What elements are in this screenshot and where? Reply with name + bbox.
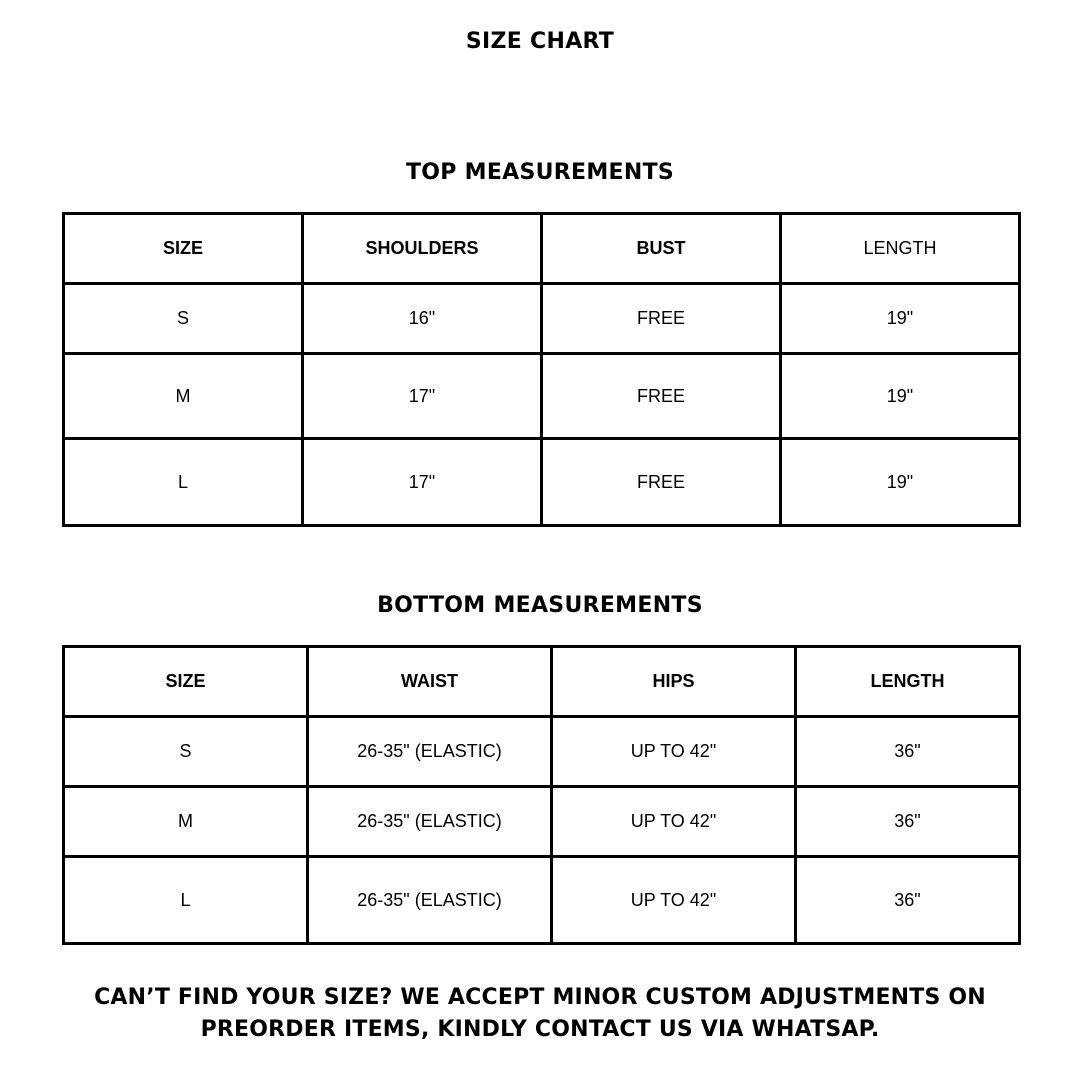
column-header-size: SIZE <box>64 214 303 284</box>
top-measurements-table <box>62 212 1021 527</box>
table-row <box>64 717 1020 787</box>
table-cell: S <box>64 284 303 354</box>
table-cell: L <box>64 857 308 944</box>
footer-note-line-2: PREORDER ITEMS, KINDLY CONTACT US VIA WHATSAP. <box>200 1017 880 1042</box>
table-cell: UP TO 42" <box>552 717 796 787</box>
table-header-row <box>64 214 1020 284</box>
table-cell: 36" <box>796 717 1020 787</box>
page-title: SIZE CHART <box>465 29 615 54</box>
table-header-row <box>64 647 1020 717</box>
column-header-size: SIZE <box>64 647 308 717</box>
table-cell: 26-35" (ELASTIC) <box>308 787 552 857</box>
table-cell: FREE <box>542 284 781 354</box>
bottom-measurements-table <box>62 645 1021 945</box>
table-row <box>64 857 1020 944</box>
table-cell: M <box>64 354 303 439</box>
table-cell: M <box>64 787 308 857</box>
table-cell: 36" <box>796 857 1020 944</box>
column-header-length: LENGTH <box>781 214 1020 284</box>
table-cell: 19" <box>781 354 1020 439</box>
column-header-length: LENGTH <box>796 647 1020 717</box>
table-row <box>64 354 1020 439</box>
column-header-hips: HIPS <box>552 647 796 717</box>
table-cell: FREE <box>542 439 781 526</box>
column-header-shoulders: SHOULDERS <box>303 214 542 284</box>
table-cell: 19" <box>781 439 1020 526</box>
table-cell: S <box>64 717 308 787</box>
bottom-measurements-title: BOTTOM MEASUREMENTS <box>377 593 703 618</box>
column-header-bust: BUST <box>542 214 781 284</box>
table-cell: FREE <box>542 354 781 439</box>
table-cell: 26-35" (ELASTIC) <box>308 857 552 944</box>
table-cell: 17" <box>303 354 542 439</box>
table-cell: 26-35" (ELASTIC) <box>308 717 552 787</box>
table-row <box>64 439 1020 526</box>
table-cell: 17" <box>303 439 542 526</box>
table-cell: 36" <box>796 787 1020 857</box>
top-measurements-title: TOP MEASUREMENTS <box>405 160 675 185</box>
table-cell: 19" <box>781 284 1020 354</box>
footer-note-line-1: CAN’T FIND YOUR SIZE? WE ACCEPT MINOR CUSTOM ADJUSTMENTS ON <box>94 985 986 1010</box>
footer-note <box>60 982 1020 1046</box>
table-row <box>64 284 1020 354</box>
column-header-waist: WAIST <box>308 647 552 717</box>
table-row <box>64 787 1020 857</box>
table-cell: 16" <box>303 284 542 354</box>
table-cell: L <box>64 439 303 526</box>
table-cell: UP TO 42" <box>552 787 796 857</box>
table-cell: UP TO 42" <box>552 857 796 944</box>
